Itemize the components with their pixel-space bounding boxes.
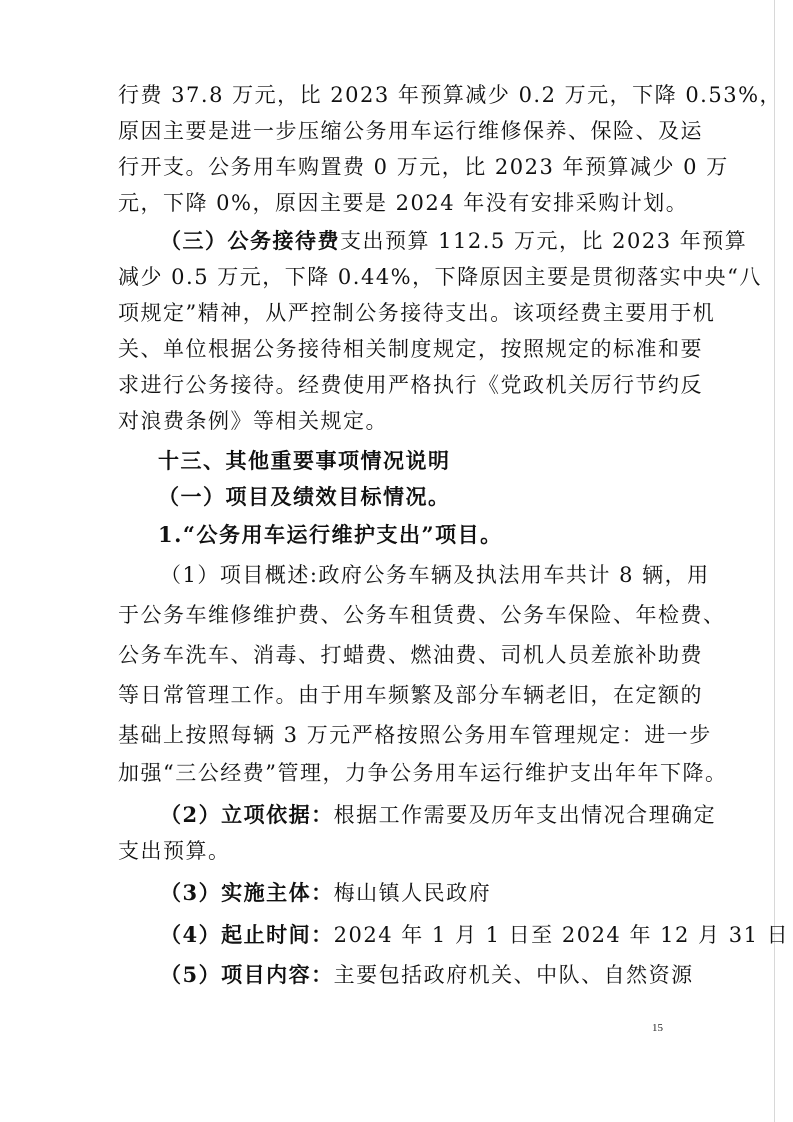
text-run: 支出预算 112.5 万元，比 2023 年预算: [340, 229, 748, 253]
text-line: [118, 640, 703, 670]
bold-text-run: （4）起止时间：: [160, 922, 334, 947]
text-line: [160, 878, 491, 908]
text-line: [118, 406, 388, 436]
text-run: 行费 37.8 万元，比 2023 年预算减少 0.2 万元，下降 0.53%，: [118, 83, 783, 107]
bold-text-run: 十三、其他重要事项情况说明: [158, 448, 451, 473]
text-line: [158, 520, 503, 550]
page-edge-shadow: [774, 0, 775, 1122]
text-run: 于公务车维修维护费、公务车租赁费、公务车保险、年检费、: [118, 603, 726, 627]
text-line: [118, 680, 703, 710]
text-run: 等日常管理工作。由于用车频繁及部分车辆老旧，在定额的: [118, 683, 703, 707]
text-run: 对浪费条例》等相关规定。: [118, 409, 388, 433]
text-run: 根据工作需要及历年支出情况合理确定: [333, 803, 717, 827]
text-line: [158, 446, 451, 476]
bold-text-run: （三）公务接待费: [160, 228, 340, 253]
bold-text-run: （2）立项依据：: [160, 802, 334, 827]
bold-text-run: （3）实施主体：: [160, 880, 334, 905]
text-line: [160, 960, 694, 990]
text-line: [118, 152, 729, 182]
page-number: 15: [652, 1022, 663, 1034]
text-line: [118, 720, 712, 750]
text-run: 元，下降 0%，原因主要是 2024 年没有安排采购计划。: [118, 191, 689, 215]
text-line: [160, 560, 710, 590]
text-run: 关、单位根据公务接待相关制度规定，按照规定的标准和要: [118, 337, 703, 361]
text-line: [118, 116, 703, 146]
text-line: [118, 836, 231, 866]
text-line: [160, 920, 789, 950]
text-line: [118, 80, 782, 110]
text-line: [118, 262, 762, 292]
text-run: 主要包括政府机关、中队、自然资源: [333, 963, 694, 987]
bold-text-run: 1.“公务用车运行维护支出”项目。: [158, 522, 503, 547]
text-run: 求进行公务接待。经费使用严格执行《党政机关厉行节约反: [118, 373, 703, 397]
bold-text-run: （5）项目内容：: [160, 962, 334, 987]
text-run: 项规定”精神，从严控制公务接待支出。该项经费主要用于机: [118, 301, 716, 325]
text-run: 行开支。公务用车购置费 0 万元，比 2023 年预算减少 0 万: [118, 155, 729, 179]
text-line: [118, 758, 727, 788]
text-run: 加强“三公经费”管理，力争公务用车运行维护支出年年下降。: [118, 761, 728, 785]
text-run: 原因主要是进一步压缩公务用车运行维修保养、保险、及运: [118, 119, 703, 143]
text-run: 支出预算。: [118, 839, 231, 863]
text-line: [118, 600, 726, 630]
text-run: 公务车洗车、消毒、打蜡费、燃油费、司机人员差旅补助费: [118, 643, 703, 667]
bold-text-run: （一）项目及绩效目标情况。: [158, 484, 451, 509]
text-run: 减少 0.5 万元，下降 0.44%，下降原因主要是贯彻落实中央“八: [118, 265, 762, 289]
text-line: [118, 370, 703, 400]
text-run: 基础上按照每辆 3 万元严格按照公务用车管理规定：进一步: [118, 723, 712, 747]
text-run: （1）项目概述:政府公务车辆及执法用车共计 8 辆，用: [160, 563, 710, 587]
text-line: [160, 226, 747, 256]
text-line: [118, 334, 703, 364]
text-line: [118, 298, 715, 328]
text-line: [160, 800, 716, 830]
text-line: [158, 482, 451, 512]
text-run: 梅山镇人民政府: [333, 881, 492, 905]
text-run: 2024 年 1 月 1 日至 2024 年 12 月 31 日: [333, 923, 790, 947]
text-line: [118, 188, 688, 218]
